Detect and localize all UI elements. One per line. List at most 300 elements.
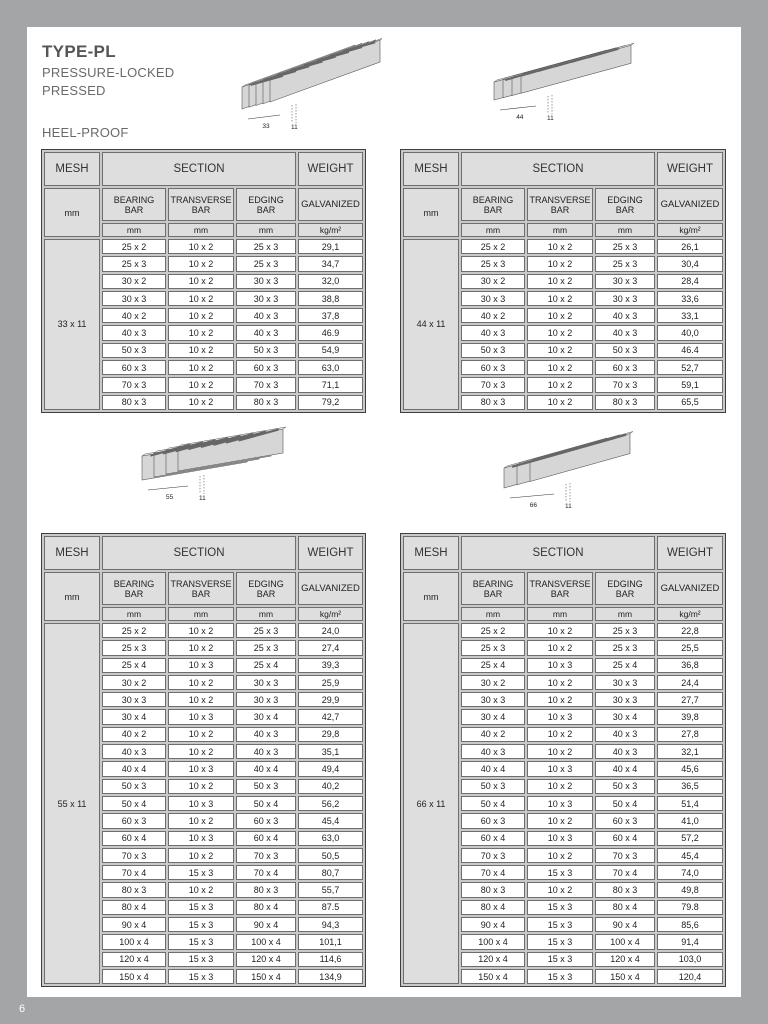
page-number: 6	[19, 1003, 26, 1015]
subtitle-heel-proof: HEEL-PROOF	[42, 125, 129, 140]
transverse-bar-cell: 10 x 2	[527, 256, 593, 271]
bearing-bar-cell: 25 x 3	[102, 640, 166, 655]
table-row	[44, 623, 363, 638]
edging-bar-cell: 70 x 3	[595, 848, 655, 863]
bearing-bar-cell: 30 x 3	[461, 291, 525, 306]
weight-cell: 91,4	[657, 934, 723, 949]
galvanized-header: GALVANIZED	[657, 188, 723, 221]
bearing-bar-cell: 30 x 4	[102, 709, 166, 724]
bearing-bar-cell: 70 x 3	[461, 377, 525, 392]
bearing-bar-cell: 60 x 3	[102, 813, 166, 828]
bearing-bar-cell: 40 x 3	[102, 744, 166, 759]
transverse-bar-cell: 15 x 3	[168, 969, 234, 984]
weight-cell: 32,1	[657, 744, 723, 759]
edging-bar-header: EDGING BAR	[236, 572, 296, 605]
edging-bar-cell: 40 x 3	[595, 744, 655, 759]
bearing-bar-cell: 90 x 4	[461, 917, 525, 932]
edging-bar-cell: 40 x 3	[595, 308, 655, 323]
transverse-bar-cell: 10 x 2	[168, 727, 234, 742]
mesh-header: MESH	[44, 152, 100, 186]
bearing-bar-cell: 25 x 3	[102, 256, 166, 271]
bearing-bar-cell: 70 x 3	[461, 848, 525, 863]
weight-header: WEIGHT	[298, 152, 363, 186]
dimension-label-mesh: 66	[529, 502, 538, 509]
weight-cell: 74,0	[657, 865, 723, 880]
edging-bar-cell: 100 x 4	[595, 934, 655, 949]
edging-bar-cell: 70 x 3	[236, 377, 296, 392]
bearing-bar-cell: 70 x 4	[461, 865, 525, 880]
transverse-bar-cell: 10 x 2	[527, 343, 593, 358]
weight-cell: 45,4	[298, 813, 363, 828]
transverse-bar-cell: 15 x 3	[527, 900, 593, 915]
bearing-bar-cell: 25 x 4	[461, 658, 525, 673]
weight-header: WEIGHT	[657, 152, 723, 186]
weight-cell: 33,6	[657, 291, 723, 306]
edging-bar-cell: 80 x 4	[236, 900, 296, 915]
transverse-bar-cell: 10 x 2	[168, 343, 234, 358]
transverse-bar-cell: 10 x 2	[168, 623, 234, 638]
weight-cell: 80,7	[298, 865, 363, 880]
bearing-bar-cell: 60 x 3	[102, 360, 166, 375]
bearing-bar-cell: 40 x 3	[461, 744, 525, 759]
dimension-label-mesh: 55	[166, 494, 174, 501]
bearing-bar-cell: 40 x 4	[102, 761, 166, 776]
spec-table-44x11	[400, 149, 726, 413]
weight-cell: 28,4	[657, 274, 723, 289]
edging-bar-cell: 25 x 3	[595, 640, 655, 655]
transverse-bar-cell: 10 x 3	[168, 658, 234, 673]
transverse-unit: mm	[527, 223, 593, 237]
edging-bar-cell: 40 x 4	[236, 761, 296, 776]
edging-unit: mm	[595, 223, 655, 237]
mesh-size: 66 x 11	[403, 623, 459, 984]
edging-bar-cell: 40 x 3	[236, 325, 296, 340]
bearing-bar-cell: 100 x 4	[461, 934, 525, 949]
weight-cell: 52,7	[657, 360, 723, 375]
page-title: TYPE-PL	[42, 42, 116, 61]
transverse-bar-cell: 10 x 2	[168, 291, 234, 306]
transverse-bar-cell: 10 x 2	[527, 325, 593, 340]
bearing-bar-cell: 80 x 3	[461, 395, 525, 410]
weight-header: WEIGHT	[657, 536, 723, 570]
edging-bar-cell: 25 x 3	[236, 623, 296, 638]
edging-bar-cell: 30 x 4	[236, 709, 296, 724]
edging-bar-cell: 90 x 4	[595, 917, 655, 932]
mesh-header: MESH	[403, 536, 459, 570]
transverse-bar-cell: 10 x 2	[527, 623, 593, 638]
weight-cell: 39,8	[657, 709, 723, 724]
transverse-bar-cell: 10 x 3	[527, 658, 593, 673]
weight-cell: 25,9	[298, 675, 363, 690]
transverse-bar-cell: 10 x 3	[168, 761, 234, 776]
grating-diagram-33x11	[232, 32, 382, 142]
transverse-unit: mm	[168, 607, 234, 621]
edging-bar-cell: 60 x 3	[595, 360, 655, 375]
bearing-bar-cell: 70 x 3	[102, 377, 166, 392]
edging-bar-cell: 30 x 3	[595, 675, 655, 690]
bearing-bar-cell: 50 x 3	[461, 343, 525, 358]
bearing-bar-cell: 30 x 3	[102, 291, 166, 306]
edging-bar-cell: 60 x 4	[236, 831, 296, 846]
bearing-bar-cell: 120 x 4	[102, 952, 166, 967]
bearing-bar-cell: 40 x 2	[461, 308, 525, 323]
weight-cell: 24,0	[298, 623, 363, 638]
mesh-size: 33 x 11	[44, 239, 100, 410]
section-header: SECTION	[102, 152, 296, 186]
transverse-bar-cell: 10 x 2	[527, 360, 593, 375]
edging-bar-cell: 50 x 4	[236, 796, 296, 811]
edging-bar-cell: 80 x 3	[595, 882, 655, 897]
edging-bar-cell: 30 x 4	[595, 709, 655, 724]
bearing-bar-cell: 30 x 3	[102, 692, 166, 707]
edging-bar-cell: 40 x 4	[595, 761, 655, 776]
weight-header: WEIGHT	[298, 536, 363, 570]
transverse-bar-cell: 10 x 2	[527, 813, 593, 828]
edging-bar-cell: 50 x 3	[236, 779, 296, 794]
bearing-bar-cell: 25 x 3	[461, 256, 525, 271]
edging-bar-header: EDGING BAR	[595, 188, 655, 221]
mesh-unit: mm	[403, 188, 459, 237]
weight-cell: 40,2	[298, 779, 363, 794]
bearing-bar-cell: 30 x 2	[102, 675, 166, 690]
bearing-bar-cell: 70 x 4	[102, 865, 166, 880]
edging-bar-cell: 70 x 4	[595, 865, 655, 880]
edging-bar-cell: 80 x 3	[236, 395, 296, 410]
edging-bar-cell: 80 x 4	[595, 900, 655, 915]
edging-bar-cell: 60 x 3	[595, 813, 655, 828]
transverse-bar-cell: 10 x 2	[168, 239, 234, 254]
transverse-bar-cell: 10 x 3	[168, 831, 234, 846]
galvanized-header: GALVANIZED	[657, 572, 723, 605]
weight-cell: 56,2	[298, 796, 363, 811]
bearing-unit: mm	[102, 607, 166, 621]
edging-bar-cell: 30 x 3	[236, 274, 296, 289]
weight-cell: 51,4	[657, 796, 723, 811]
transverse-unit: mm	[527, 607, 593, 621]
transverse-bar-cell: 10 x 3	[168, 796, 234, 811]
edging-bar-cell: 25 x 3	[236, 640, 296, 655]
weight-cell: 103,0	[657, 952, 723, 967]
transverse-bar-cell: 10 x 2	[527, 239, 593, 254]
weight-cell: 30,4	[657, 256, 723, 271]
weight-cell: 134,9	[298, 969, 363, 984]
weight-cell: 45,4	[657, 848, 723, 863]
edging-bar-cell: 40 x 3	[236, 308, 296, 323]
edging-bar-cell: 50 x 3	[236, 343, 296, 358]
edging-bar-cell: 40 x 3	[595, 727, 655, 742]
bearing-bar-cell: 25 x 3	[461, 640, 525, 655]
weight-cell: 34,7	[298, 256, 363, 271]
grating-diagram-55x11	[134, 412, 294, 530]
transverse-bar-cell: 10 x 2	[527, 291, 593, 306]
bearing-bar-cell: 30 x 3	[461, 692, 525, 707]
bearing-bar-cell: 60 x 3	[461, 360, 525, 375]
bearing-bar-header: BEARING BAR	[102, 572, 166, 605]
transverse-bar-cell: 10 x 2	[527, 308, 593, 323]
section-header: SECTION	[461, 152, 655, 186]
weight-cell: 54,9	[298, 343, 363, 358]
transverse-bar-cell: 10 x 2	[168, 640, 234, 655]
weight-cell: 50,5	[298, 848, 363, 863]
bearing-bar-cell: 80 x 3	[102, 395, 166, 410]
transverse-bar-cell: 10 x 2	[527, 640, 593, 655]
weight-cell: 45,6	[657, 761, 723, 776]
transverse-bar-cell: 10 x 2	[168, 274, 234, 289]
edging-bar-cell: 80 x 3	[236, 882, 296, 897]
bearing-bar-header: BEARING BAR	[461, 572, 525, 605]
weight-cell: 87.5	[298, 900, 363, 915]
edging-bar-cell: 90 x 4	[236, 917, 296, 932]
weight-cell: 63,0	[298, 360, 363, 375]
dimension-label-height: 11	[199, 495, 206, 502]
bearing-bar-cell: 50 x 4	[102, 796, 166, 811]
transverse-bar-cell: 10 x 2	[168, 848, 234, 863]
bearing-bar-cell: 25 x 2	[102, 239, 166, 254]
bearing-bar-cell: 30 x 2	[461, 675, 525, 690]
weight-cell: 29,1	[298, 239, 363, 254]
weight-cell: 85,6	[657, 917, 723, 932]
bearing-bar-cell: 30 x 2	[461, 274, 525, 289]
weight-cell: 71,1	[298, 377, 363, 392]
weight-cell: 38,8	[298, 291, 363, 306]
bearing-bar-cell: 40 x 2	[461, 727, 525, 742]
transverse-bar-cell: 15 x 3	[527, 969, 593, 984]
bearing-bar-cell: 40 x 3	[461, 325, 525, 340]
transverse-bar-cell: 15 x 3	[527, 934, 593, 949]
mesh-header: MESH	[44, 536, 100, 570]
weight-cell: 24,4	[657, 675, 723, 690]
bearing-bar-cell: 40 x 2	[102, 308, 166, 323]
transverse-bar-cell: 10 x 2	[168, 675, 234, 690]
weight-cell: 35,1	[298, 744, 363, 759]
bearing-bar-cell: 40 x 2	[102, 727, 166, 742]
bearing-bar-cell: 150 x 4	[461, 969, 525, 984]
edging-bar-cell: 25 x 3	[595, 239, 655, 254]
table-row	[403, 623, 723, 638]
transverse-bar-cell: 10 x 2	[527, 744, 593, 759]
weight-cell: 55,7	[298, 882, 363, 897]
transverse-bar-header: TRANSVERSE BAR	[527, 572, 593, 605]
edging-bar-cell: 50 x 3	[595, 343, 655, 358]
transverse-bar-cell: 10 x 2	[527, 274, 593, 289]
transverse-unit: mm	[168, 223, 234, 237]
spec-table-55x11	[41, 533, 366, 987]
transverse-bar-cell: 15 x 3	[527, 917, 593, 932]
bearing-bar-cell: 25 x 2	[102, 623, 166, 638]
section-header: SECTION	[102, 536, 296, 570]
edging-bar-cell: 40 x 3	[236, 727, 296, 742]
transverse-bar-cell: 15 x 3	[527, 865, 593, 880]
mesh-header: MESH	[403, 152, 459, 186]
weight-unit: kg/m²	[657, 607, 723, 621]
weight-cell: 101,1	[298, 934, 363, 949]
transverse-bar-cell: 10 x 2	[527, 377, 593, 392]
bearing-bar-cell: 80 x 4	[461, 900, 525, 915]
transverse-bar-cell: 10 x 2	[168, 308, 234, 323]
transverse-bar-cell: 10 x 2	[168, 779, 234, 794]
bearing-bar-header: BEARING BAR	[461, 188, 525, 221]
section-header: SECTION	[461, 536, 655, 570]
weight-cell: 29,9	[298, 692, 363, 707]
edging-bar-cell: 30 x 3	[236, 692, 296, 707]
mesh-unit: mm	[44, 188, 100, 237]
transverse-bar-header: TRANSVERSE BAR	[168, 188, 234, 221]
galvanized-header: GALVANIZED	[298, 572, 363, 605]
bearing-bar-cell: 80 x 4	[102, 900, 166, 915]
weight-cell: 36,5	[657, 779, 723, 794]
edging-bar-cell: 60 x 3	[236, 813, 296, 828]
edging-bar-cell: 150 x 4	[595, 969, 655, 984]
edging-bar-cell: 70 x 4	[236, 865, 296, 880]
weight-cell: 46.9	[298, 325, 363, 340]
dimension-label-height: 11	[291, 124, 298, 131]
weight-cell: 39,3	[298, 658, 363, 673]
dimension-line	[248, 115, 280, 119]
edging-bar-cell: 25 x 3	[595, 623, 655, 638]
transverse-bar-cell: 10 x 2	[168, 692, 234, 707]
transverse-bar-cell: 15 x 3	[527, 952, 593, 967]
edging-unit: mm	[236, 607, 296, 621]
transverse-bar-cell: 10 x 2	[168, 377, 234, 392]
weight-cell: 33,1	[657, 308, 723, 323]
weight-cell: 27,8	[657, 727, 723, 742]
dimension-line	[510, 494, 554, 498]
weight-cell: 49,8	[657, 882, 723, 897]
weight-cell: 36,8	[657, 658, 723, 673]
transverse-bar-cell: 10 x 3	[527, 761, 593, 776]
spec-table-33x11	[41, 149, 366, 413]
weight-unit: kg/m²	[298, 223, 363, 237]
transverse-bar-cell: 10 x 2	[527, 692, 593, 707]
bearing-bar-cell: 25 x 2	[461, 239, 525, 254]
edging-bar-cell: 30 x 3	[236, 675, 296, 690]
transverse-bar-cell: 10 x 3	[527, 709, 593, 724]
bearing-bar-cell: 90 x 4	[102, 917, 166, 932]
grating-diagram-44x11	[488, 42, 638, 142]
edging-unit: mm	[595, 607, 655, 621]
bearing-bar-cell: 60 x 3	[461, 813, 525, 828]
weight-cell: 26,1	[657, 239, 723, 254]
transverse-bar-header: TRANSVERSE BAR	[527, 188, 593, 221]
weight-cell: 49,4	[298, 761, 363, 776]
edging-bar-cell: 25 x 3	[595, 256, 655, 271]
bearing-bar-cell: 60 x 4	[461, 831, 525, 846]
galvanized-header: GALVANIZED	[298, 188, 363, 221]
dimension-label-mesh: 44	[516, 114, 524, 121]
edging-bar-cell: 30 x 3	[595, 291, 655, 306]
transverse-bar-cell: 10 x 2	[527, 848, 593, 863]
bearing-bar-cell: 30 x 4	[461, 709, 525, 724]
weight-cell: 57,2	[657, 831, 723, 846]
weight-cell: 65,5	[657, 395, 723, 410]
edging-bar-cell: 150 x 4	[236, 969, 296, 984]
weight-cell: 120,4	[657, 969, 723, 984]
transverse-bar-cell: 15 x 3	[168, 934, 234, 949]
weight-cell: 79.8	[657, 900, 723, 915]
bearing-bar-cell: 25 x 2	[461, 623, 525, 638]
bearing-bar-cell: 60 x 4	[102, 831, 166, 846]
transverse-bar-cell: 15 x 3	[168, 865, 234, 880]
weight-unit: kg/m²	[298, 607, 363, 621]
transverse-bar-cell: 10 x 2	[168, 325, 234, 340]
weight-cell: 27,7	[657, 692, 723, 707]
bearing-bar-cell: 40 x 4	[461, 761, 525, 776]
weight-cell: 32,0	[298, 274, 363, 289]
transverse-bar-cell: 10 x 2	[168, 395, 234, 410]
transverse-bar-cell: 10 x 2	[168, 882, 234, 897]
transverse-bar-cell: 10 x 2	[527, 882, 593, 897]
dimension-label-height: 11	[565, 503, 572, 510]
weight-cell: 22,8	[657, 623, 723, 638]
table-row	[44, 239, 363, 254]
edging-bar-cell: 100 x 4	[236, 934, 296, 949]
edging-bar-cell: 80 x 3	[595, 395, 655, 410]
dimension-line	[500, 106, 536, 110]
edging-bar-cell: 50 x 3	[595, 779, 655, 794]
weight-cell: 27,4	[298, 640, 363, 655]
edging-bar-cell: 30 x 3	[595, 692, 655, 707]
transverse-bar-cell: 10 x 3	[527, 796, 593, 811]
edging-bar-header: EDGING BAR	[236, 188, 296, 221]
subtitle-pressed: PRESSED	[42, 83, 106, 98]
bearing-bar-cell: 100 x 4	[102, 934, 166, 949]
weight-cell: 42,7	[298, 709, 363, 724]
bearing-bar-cell: 25 x 4	[102, 658, 166, 673]
weight-cell: 29,8	[298, 727, 363, 742]
bearing-bar-cell: 30 x 2	[102, 274, 166, 289]
bearing-bar-cell: 50 x 3	[102, 779, 166, 794]
bearing-bar-cell: 70 x 3	[102, 848, 166, 863]
transverse-bar-header: TRANSVERSE BAR	[168, 572, 234, 605]
bearing-unit: mm	[102, 223, 166, 237]
mesh-size: 55 x 11	[44, 623, 100, 984]
edging-bar-cell: 50 x 4	[595, 796, 655, 811]
subtitle-pressure-locked: PRESSURE-LOCKED	[42, 65, 175, 80]
transverse-bar-cell: 10 x 3	[527, 831, 593, 846]
transverse-bar-cell: 10 x 2	[168, 256, 234, 271]
transverse-bar-cell: 10 x 2	[168, 744, 234, 759]
transverse-bar-cell: 10 x 2	[527, 395, 593, 410]
edging-bar-cell: 70 x 3	[236, 848, 296, 863]
bearing-bar-cell: 150 x 4	[102, 969, 166, 984]
bearing-bar-cell: 120 x 4	[461, 952, 525, 967]
edging-bar-cell: 25 x 3	[236, 239, 296, 254]
mesh-unit: mm	[403, 572, 459, 621]
edging-bar-cell: 30 x 3	[595, 274, 655, 289]
edging-bar-cell: 120 x 4	[236, 952, 296, 967]
weight-cell: 114,6	[298, 952, 363, 967]
transverse-bar-cell: 10 x 2	[168, 813, 234, 828]
table-row	[403, 239, 723, 254]
weight-cell: 63,0	[298, 831, 363, 846]
weight-cell: 40,0	[657, 325, 723, 340]
weight-cell: 37,8	[298, 308, 363, 323]
bearing-unit: mm	[461, 607, 525, 621]
weight-cell: 59,1	[657, 377, 723, 392]
edging-unit: mm	[236, 223, 296, 237]
edging-bar-cell: 120 x 4	[595, 952, 655, 967]
bearing-bar-cell: 40 x 3	[102, 325, 166, 340]
bearing-bar-cell: 50 x 4	[461, 796, 525, 811]
transverse-bar-cell: 10 x 2	[527, 675, 593, 690]
weight-cell: 46.4	[657, 343, 723, 358]
transverse-bar-cell: 15 x 3	[168, 900, 234, 915]
edging-bar-header: EDGING BAR	[595, 572, 655, 605]
edging-bar-cell: 30 x 3	[236, 291, 296, 306]
bearing-bar-cell: 50 x 3	[461, 779, 525, 794]
transverse-bar-cell: 10 x 2	[527, 779, 593, 794]
edging-bar-cell: 25 x 4	[236, 658, 296, 673]
